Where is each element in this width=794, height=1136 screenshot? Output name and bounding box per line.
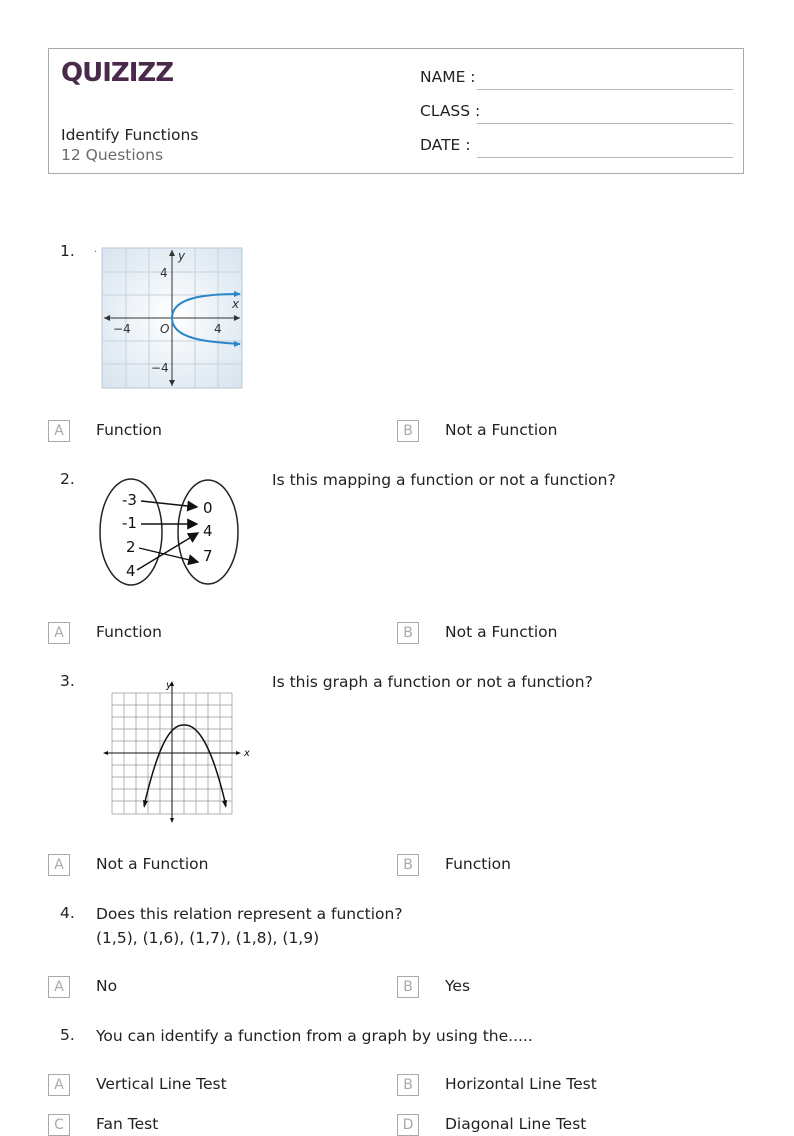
class-label: CLASS : <box>420 102 481 120</box>
range-value: 0 <box>203 499 213 517</box>
question-1-graph <box>100 246 244 390</box>
axis-y-label: y <box>166 680 172 691</box>
question-text: Does this relation represent a function? <box>96 905 403 923</box>
domain-value: 2 <box>126 538 136 556</box>
question-text: . <box>94 244 98 255</box>
date-label: DATE : <box>420 136 471 154</box>
option-b-box[interactable]: B <box>397 622 419 644</box>
option-b-box[interactable]: B <box>397 1074 419 1096</box>
graph-y-tick: −4 <box>151 361 169 375</box>
option-c-text[interactable]: Fan Test <box>96 1115 159 1133</box>
option-b-text[interactable]: Not a Function <box>445 421 558 439</box>
domain-value: -1 <box>122 514 137 532</box>
graph-origin-label: O <box>160 322 170 336</box>
question-count: 12 Questions <box>61 146 164 164</box>
worksheet-title: Identify Functions <box>61 126 199 144</box>
question-number: 2. <box>60 470 75 488</box>
option-b-text[interactable]: Yes <box>445 977 471 995</box>
option-b-text[interactable]: Not a Function <box>445 623 558 641</box>
class-line[interactable] <box>477 123 733 124</box>
worksheet-header <box>48 48 744 174</box>
mapping-diagram <box>97 476 243 588</box>
option-a-text[interactable]: Function <box>96 623 162 641</box>
option-b-text[interactable]: Function <box>445 855 511 873</box>
axis-x-label: x <box>244 748 250 759</box>
option-a-text[interactable]: No <box>96 977 118 995</box>
question-text: You can identify a function from a graph by using the..... <box>96 1027 533 1045</box>
option-b-box[interactable]: B <box>397 854 419 876</box>
question-text: Is this graph a function or not a function? <box>272 673 593 691</box>
domain-value: 4 <box>126 562 136 580</box>
option-b-box[interactable]: B <box>397 420 419 442</box>
graph-x-label: x <box>232 297 240 311</box>
name-line[interactable] <box>477 89 733 90</box>
option-d-text[interactable]: Diagonal Line Test <box>445 1115 587 1133</box>
option-a-box[interactable]: A <box>48 1074 70 1096</box>
graph-y-tick: 4 <box>160 266 168 280</box>
parabola-graph <box>100 676 254 826</box>
graph-y-label: y <box>178 249 186 263</box>
option-a-box[interactable]: A <box>48 622 70 644</box>
name-label: NAME : <box>420 68 476 86</box>
question-number: 1. <box>60 242 75 260</box>
option-b-text[interactable]: Horizontal Line Test <box>445 1075 597 1093</box>
question-text-relation: (1,5), (1,6), (1,7), (1,8), (1,9) <box>96 929 320 947</box>
domain-value: -3 <box>122 491 137 509</box>
question-number: 5. <box>60 1026 75 1044</box>
option-b-box[interactable]: B <box>397 976 419 998</box>
option-d-box[interactable]: D <box>397 1114 419 1136</box>
question-number: 4. <box>60 904 75 922</box>
question-number: 3. <box>60 672 75 690</box>
range-value: 4 <box>203 522 213 540</box>
quizizz-logo <box>61 57 174 88</box>
option-a-text[interactable]: Vertical Line Test <box>96 1075 227 1093</box>
graph-x-tick: −4 <box>113 322 131 336</box>
option-a-box[interactable]: A <box>48 854 70 876</box>
option-c-box[interactable]: C <box>48 1114 70 1136</box>
option-a-text[interactable]: Not a Function <box>96 855 209 873</box>
option-a-box[interactable]: A <box>48 420 70 442</box>
logo-text: QUIZIZZ <box>61 58 174 88</box>
range-value: 7 <box>203 547 213 565</box>
question-text: Is this mapping a function or not a function? <box>272 471 616 489</box>
graph-x-tick: 4 <box>214 322 222 336</box>
date-line[interactable] <box>477 157 733 158</box>
option-a-text[interactable]: Function <box>96 421 162 439</box>
option-a-box[interactable]: A <box>48 976 70 998</box>
